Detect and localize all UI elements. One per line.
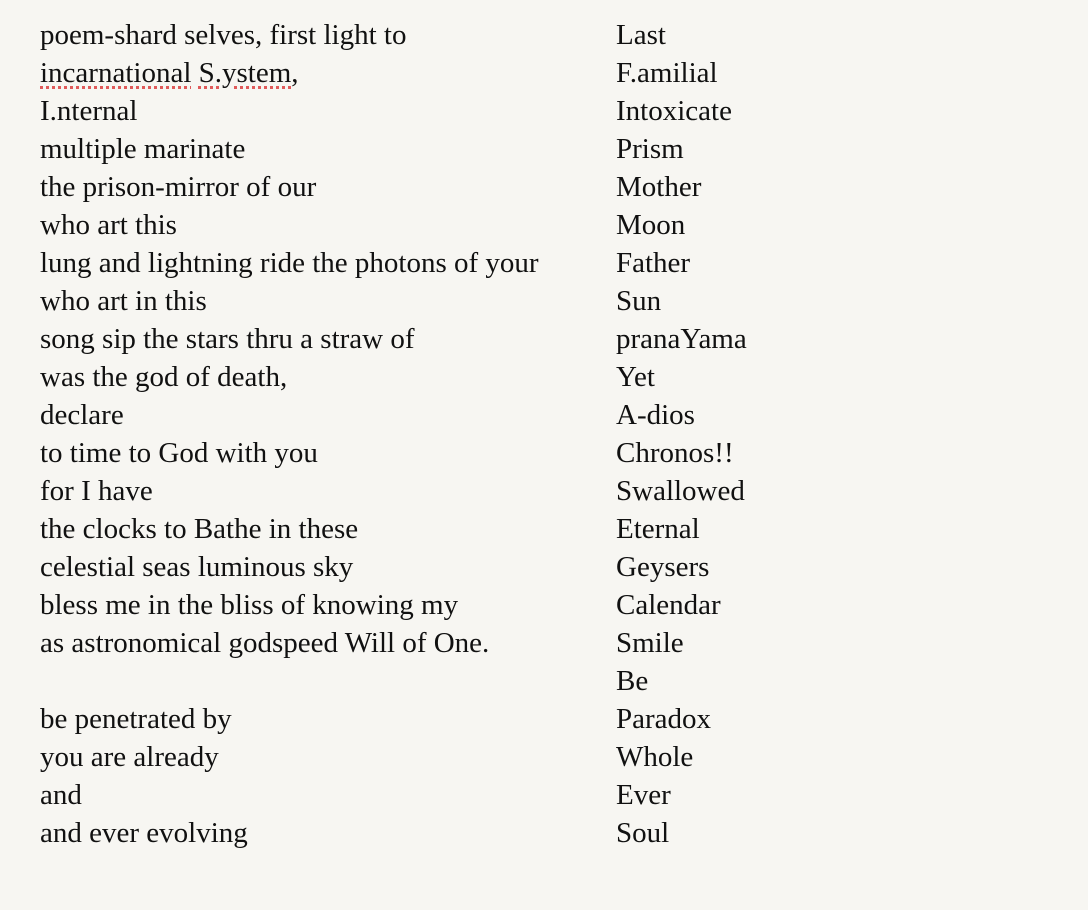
poem-line-right: Swallowed <box>616 475 745 507</box>
poem-line <box>40 244 1040 282</box>
poem-line-left <box>40 662 616 700</box>
poem-line <box>40 624 1040 662</box>
poem-line-right: Ever <box>616 779 671 811</box>
poem-line-right: Soul <box>616 817 670 849</box>
misspelled-word[interactable]: S.ystem <box>198 57 292 89</box>
poem-line <box>40 396 1040 434</box>
poem-line-left: who art in this <box>40 285 207 317</box>
poem-line-right: Intoxicate <box>616 95 732 127</box>
poem-line <box>40 700 1040 738</box>
poem-line-left: the clocks to Bathe in these <box>40 513 359 545</box>
poem-line-right: Yet <box>616 361 655 393</box>
poem-line-left: poem-shard selves, first light to <box>40 19 407 51</box>
poem-line-left: the prison-mirror of our <box>40 171 317 203</box>
poem-line-left: multiple marinate <box>40 133 246 165</box>
poem-line <box>40 472 1040 510</box>
poem-line <box>40 54 1040 92</box>
poem-line-left: I.nternal <box>40 95 138 127</box>
poem-line-left: celestial seas luminous sky <box>40 551 354 583</box>
poem-line-right: Geysers <box>616 551 710 583</box>
poem-line-left: and ever evolving <box>40 817 248 849</box>
poem-line-right: F.amilial <box>616 57 718 89</box>
poem-line <box>40 168 1040 206</box>
poem-line-right: Father <box>616 247 691 279</box>
poem-line <box>40 738 1040 776</box>
poem-line <box>40 206 1040 244</box>
poem-line-right: Moon <box>616 209 686 241</box>
poem-line <box>40 662 1040 700</box>
poem-line <box>40 320 1040 358</box>
poem-line-right: Mother <box>616 171 702 203</box>
poem-line-right: Eternal <box>616 513 700 545</box>
poem-line-left: as astronomical godspeed Will of One. <box>40 627 490 659</box>
misspelled-word[interactable]: incarnational <box>40 57 192 89</box>
poem-line <box>40 814 1040 852</box>
poem-line <box>40 510 1040 548</box>
poem-line-right: Sun <box>616 285 662 317</box>
poem-line-left: was the god of death, <box>40 361 288 393</box>
poem-line-left: you are already <box>40 741 219 773</box>
poem-line-right: Prism <box>616 133 684 165</box>
poem-line-right: Last <box>616 19 666 51</box>
poem-line <box>40 282 1040 320</box>
poem-line-right: Chronos!! <box>616 437 734 469</box>
poem-line-right: Be <box>616 665 649 697</box>
poem-text <box>40 16 1040 852</box>
poem-line <box>40 92 1040 130</box>
poem-line-left <box>40 54 616 92</box>
poem-line-right: pranaYama <box>616 323 747 355</box>
poem-line-left: bless me in the bliss of knowing my <box>40 589 459 621</box>
poem-line-right: Paradox <box>616 703 712 735</box>
punctuation: , <box>291 57 299 89</box>
poem-line-right: Calendar <box>616 589 721 621</box>
word-space <box>191 57 198 89</box>
poem-line-left: be penetrated by <box>40 703 232 735</box>
poem-line <box>40 776 1040 814</box>
poem-line-right: Whole <box>616 741 694 773</box>
poem-line-left: to time to God with you <box>40 437 318 469</box>
poem-line-left: and <box>40 779 82 811</box>
poem-line <box>40 16 1040 54</box>
poem-line-left: declare <box>40 399 124 431</box>
poem-line <box>40 130 1040 168</box>
poem-line-right: A-dios <box>616 399 695 431</box>
poem-line-left: for I have <box>40 475 153 507</box>
poem-line <box>40 586 1040 624</box>
poem-line <box>40 548 1040 586</box>
poem-line-left: song sip the stars thru a straw of <box>40 323 415 355</box>
poem-line-left: who art this <box>40 209 177 241</box>
poem-line-right: Smile <box>616 627 684 659</box>
poem-line-left: lung and lightning ride the photons of your <box>40 247 539 279</box>
poem-line <box>40 358 1040 396</box>
poem-line <box>40 434 1040 472</box>
